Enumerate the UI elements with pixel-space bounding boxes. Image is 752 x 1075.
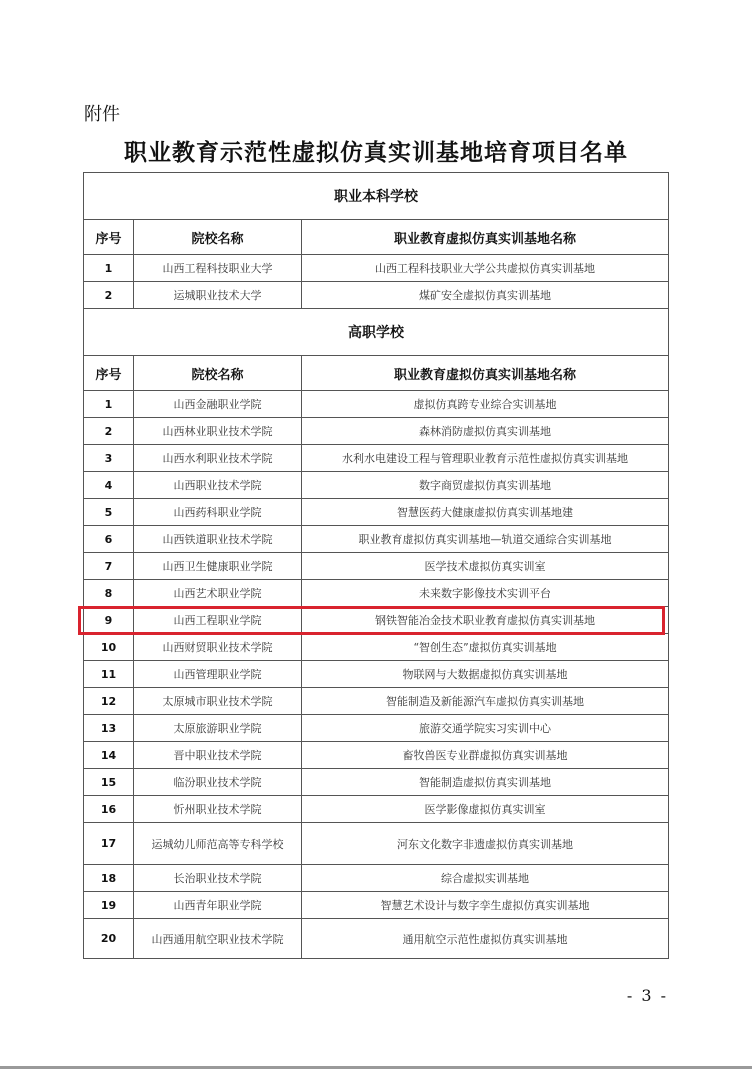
page-number: - 3 -: [626, 986, 668, 1005]
table-row: [84, 255, 669, 282]
row-no: 2: [84, 282, 134, 309]
row-base: 旅游交通学院实习实训中心: [302, 715, 669, 742]
row-base: 职业教育虚拟仿真实训基地—轨道交通综合实训基地: [302, 526, 669, 553]
row-no: 10: [84, 634, 134, 661]
row-school: 忻州职业技术学院: [134, 796, 302, 823]
table-row: [84, 499, 669, 526]
section-title: 职业本科学校: [84, 173, 669, 220]
row-school: 运城幼儿师范高等专科学校: [134, 823, 302, 865]
table-row: [84, 865, 669, 892]
header-base: 职业教育虚拟仿真实训基地名称: [302, 220, 669, 255]
table-row: [84, 282, 669, 309]
row-no: 5: [84, 499, 134, 526]
row-school: 山西工程科技职业大学: [134, 255, 302, 282]
row-no: 4: [84, 472, 134, 499]
table-row: [84, 661, 669, 688]
row-no: 1: [84, 255, 134, 282]
header-school: 院校名称: [134, 356, 302, 391]
row-no: 11: [84, 661, 134, 688]
row-base: 智能制造及新能源汽车虚拟仿真实训基地: [302, 688, 669, 715]
table-row: [84, 391, 669, 418]
row-base: 数字商贸虚拟仿真实训基地: [302, 472, 669, 499]
row-base: 虚拟仿真跨专业综合实训基地: [302, 391, 669, 418]
table-row: [84, 634, 669, 661]
header-school: 院校名称: [134, 220, 302, 255]
row-school: 山西药科职业学院: [134, 499, 302, 526]
row-school: 临汾职业技术学院: [134, 769, 302, 796]
table-row: [84, 553, 669, 580]
row-school: 山西艺术职业学院: [134, 580, 302, 607]
table-row: [84, 919, 669, 959]
row-school: 山西铁道职业技术学院: [134, 526, 302, 553]
table-row: [84, 445, 669, 472]
row-school: 山西金融职业学院: [134, 391, 302, 418]
table-row: [84, 418, 669, 445]
row-school: 山西卫生健康职业学院: [134, 553, 302, 580]
row-school: 太原旅游职业学院: [134, 715, 302, 742]
table-row: [84, 769, 669, 796]
table-row: [84, 526, 669, 553]
table-row: [84, 892, 669, 919]
row-no: 18: [84, 865, 134, 892]
row-base: 畜牧兽医专业群虚拟仿真实训基地: [302, 742, 669, 769]
row-no: 16: [84, 796, 134, 823]
table-row: [84, 742, 669, 769]
row-base: 智慧医药大健康虚拟仿真实训基地建: [302, 499, 669, 526]
row-school: 山西管理职业学院: [134, 661, 302, 688]
row-base: “智创生态”虚拟仿真实训基地: [302, 634, 669, 661]
row-school: 山西通用航空职业技术学院: [134, 919, 302, 959]
header-no: 序号: [84, 356, 134, 391]
row-base: 物联网与大数据虚拟仿真实训基地: [302, 661, 669, 688]
row-no: 6: [84, 526, 134, 553]
row-base: 智慧艺术设计与数字孪生虚拟仿真实训基地: [302, 892, 669, 919]
table-row: [84, 472, 669, 499]
row-base: 钢铁智能冶金技术职业教育虚拟仿真实训基地: [302, 607, 669, 634]
page-bottom-divider: [0, 1066, 752, 1069]
row-base: 煤矿安全虚拟仿真实训基地: [302, 282, 669, 309]
table-row: [84, 796, 669, 823]
project-list-table: [83, 172, 669, 959]
header-no: 序号: [84, 220, 134, 255]
row-no: 2: [84, 418, 134, 445]
row-school: 晋中职业技术学院: [134, 742, 302, 769]
row-base: 森林消防虚拟仿真实训基地: [302, 418, 669, 445]
table-row: [84, 607, 669, 634]
row-no: 19: [84, 892, 134, 919]
row-no: 17: [84, 823, 134, 865]
row-base: 河东文化数字非遗虚拟仿真实训基地: [302, 823, 669, 865]
row-no: 14: [84, 742, 134, 769]
table-row: [84, 688, 669, 715]
row-school: 山西职业技术学院: [134, 472, 302, 499]
row-base: 医学技术虚拟仿真实训室: [302, 553, 669, 580]
row-school: 长治职业技术学院: [134, 865, 302, 892]
row-base: 山西工程科技职业大学公共虚拟仿真实训基地: [302, 255, 669, 282]
header-base: 职业教育虚拟仿真实训基地名称: [302, 356, 669, 391]
attachment-label: 附件: [84, 104, 120, 125]
row-school: 山西水利职业技术学院: [134, 445, 302, 472]
row-base: 综合虚拟实训基地: [302, 865, 669, 892]
row-school: 山西青年职业学院: [134, 892, 302, 919]
row-base: 通用航空示范性虚拟仿真实训基地: [302, 919, 669, 959]
row-school: 山西林业职业技术学院: [134, 418, 302, 445]
table-row: [84, 580, 669, 607]
row-base: 医学影像虚拟仿真实训室: [302, 796, 669, 823]
row-no: 15: [84, 769, 134, 796]
row-no: 9: [84, 607, 134, 634]
row-no: 20: [84, 919, 134, 959]
row-base: 水利水电建设工程与管理职业教育示范性虚拟仿真实训基地: [302, 445, 669, 472]
row-no: 13: [84, 715, 134, 742]
row-school: 山西财贸职业技术学院: [134, 634, 302, 661]
row-no: 7: [84, 553, 134, 580]
section-title: 高职学校: [84, 309, 669, 356]
row-no: 3: [84, 445, 134, 472]
row-base: 智能制造虚拟仿真实训基地: [302, 769, 669, 796]
row-no: 1: [84, 391, 134, 418]
row-school: 运城职业技术大学: [134, 282, 302, 309]
table-row: [84, 823, 669, 865]
row-school: 太原城市职业技术学院: [134, 688, 302, 715]
row-no: 8: [84, 580, 134, 607]
table-row: [84, 715, 669, 742]
row-base: 未来数字影像技术实训平台: [302, 580, 669, 607]
row-no: 12: [84, 688, 134, 715]
document-title: 职业教育示范性虚拟仿真实训基地培育项目名单: [124, 139, 628, 166]
row-school: 山西工程职业学院: [134, 607, 302, 634]
